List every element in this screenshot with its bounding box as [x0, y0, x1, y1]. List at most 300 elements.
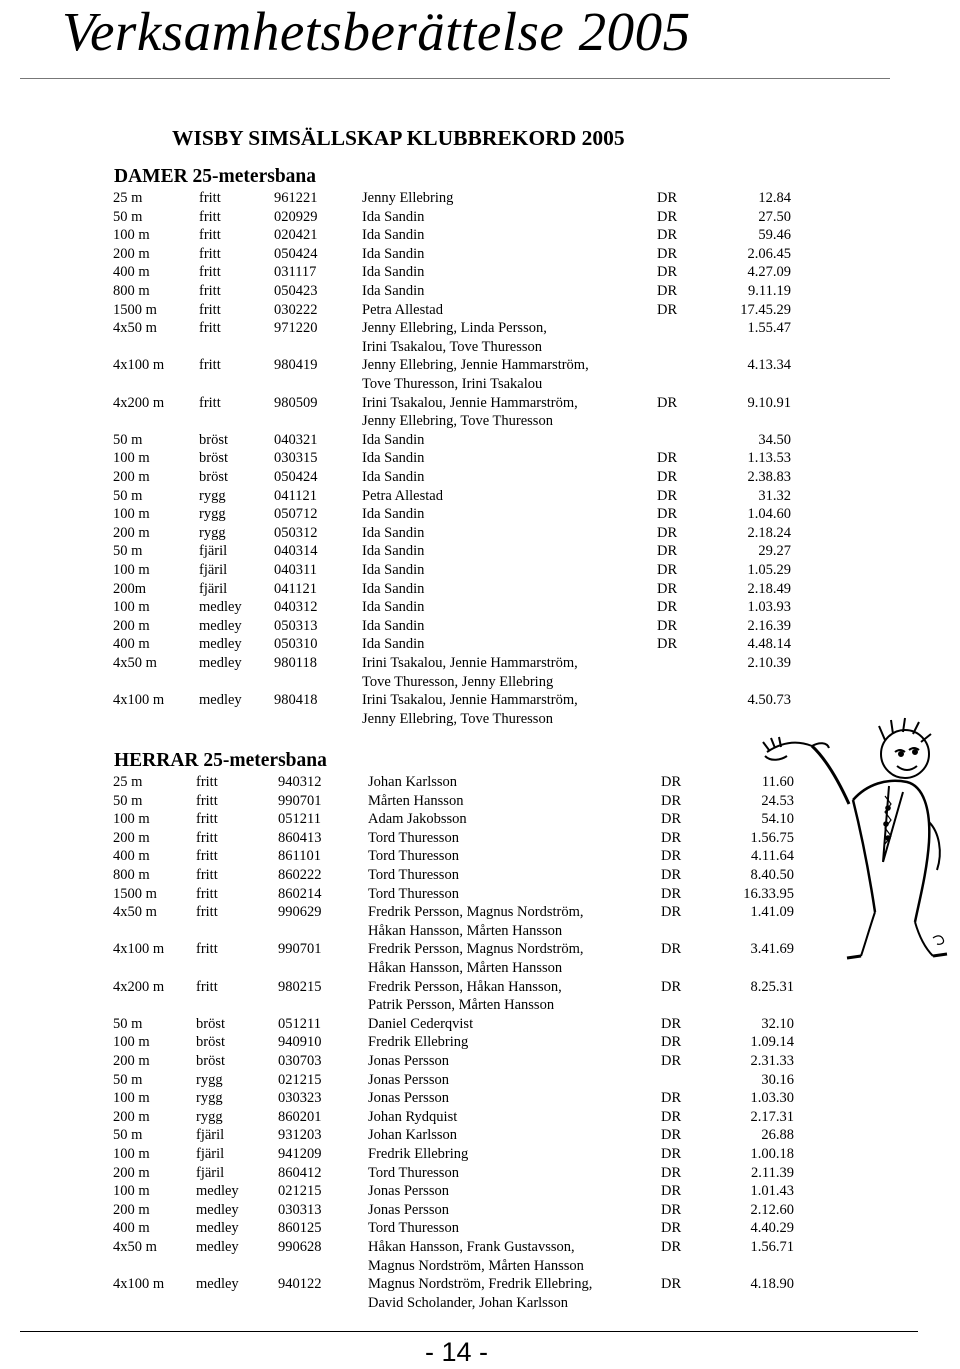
- record-time: 29.27: [758, 543, 791, 560]
- record-date: 051211: [278, 811, 321, 828]
- record-dr-mark: DR: [661, 848, 682, 865]
- record-distance: 4x200 m: [113, 978, 165, 995]
- record-dr-mark: DR: [661, 1108, 682, 1125]
- record-row: [0, 978, 800, 1014]
- record-date: 990629: [278, 904, 322, 921]
- record-dr-mark: DR: [661, 867, 682, 883]
- record-date: 941209: [278, 1146, 322, 1162]
- record-distance: 4x50 m: [113, 320, 157, 337]
- record-date: 860222: [278, 867, 322, 883]
- record-distance: 25 m: [113, 774, 143, 790]
- record-stroke: medley: [199, 599, 242, 616]
- record-time: 34.50: [758, 431, 791, 448]
- record-stroke: fritt: [199, 190, 221, 206]
- record-date: 050712: [274, 506, 318, 523]
- record-date: 980118: [274, 655, 317, 671]
- record-date: 990628: [278, 1239, 322, 1255]
- record-time: 1.05.29: [747, 562, 791, 578]
- record-row: [0, 524, 800, 543]
- record-time: 3.41.69: [750, 941, 794, 958]
- record-row: [0, 635, 800, 654]
- record-time: 2.10.39: [747, 655, 791, 671]
- record-date: 971220: [274, 320, 318, 337]
- record-stroke: medley: [196, 1201, 239, 1218]
- record-date: 050312: [274, 524, 318, 541]
- record-dr-mark: DR: [657, 599, 678, 616]
- record-stroke: fritt: [199, 264, 221, 281]
- record-stroke: fjäril: [199, 543, 228, 560]
- record-time: 1.41.09: [750, 904, 794, 921]
- record-holder: Tord Thuresson: [368, 885, 459, 902]
- record-row: [0, 810, 800, 829]
- record-holder-continued: Irini Tsakalou, Tove Thuresson: [362, 338, 543, 355]
- record-holder: Jenny Ellebring, Jennie Hammarström,: [362, 357, 589, 374]
- record-distance: 50 m: [113, 792, 143, 809]
- record-row: [0, 449, 800, 468]
- record-holder: Ida Sandin: [362, 245, 425, 262]
- record-stroke: fritt: [196, 792, 218, 809]
- record-distance: 400 m: [113, 848, 150, 865]
- record-date: 041121: [274, 487, 317, 504]
- record-row: [0, 282, 800, 301]
- record-time: 4.48.14: [747, 636, 791, 653]
- record-holder-continued: Håkan Hansson, Mårten Hansson: [368, 959, 563, 976]
- record-row: [0, 654, 800, 690]
- record-time: 2.31.33: [750, 1053, 794, 1069]
- record-holder: Jenny Ellebring: [362, 190, 454, 206]
- record-holder: Fredrik Persson, Magnus Nordström,: [368, 941, 584, 958]
- record-row: [0, 263, 800, 282]
- record-date: 980419: [274, 357, 318, 374]
- record-row: [0, 1238, 800, 1274]
- record-holder: Irini Tsakalou, Jennie Hammarström,: [362, 655, 578, 671]
- record-distance: 200 m: [113, 617, 150, 634]
- record-holder: Mårten Hansson: [368, 792, 464, 809]
- record-date: 860412: [278, 1164, 322, 1181]
- records-heading: WISBY SIMSÄLLSKAP KLUBBREKORD 2005: [172, 126, 625, 150]
- record-stroke: rygg: [199, 487, 226, 504]
- record-time: 1.55.47: [747, 320, 791, 337]
- record-date: 031117: [274, 264, 317, 281]
- record-holder: Ida Sandin: [362, 562, 425, 578]
- record-row: [0, 301, 800, 320]
- record-distance: 4x200 m: [113, 394, 165, 411]
- record-date: 040314: [274, 543, 318, 560]
- record-distance: 400 m: [113, 1220, 150, 1237]
- record-time: 8.40.50: [750, 867, 794, 883]
- record-holder: Håkan Hansson, Frank Gustavsson,: [368, 1239, 575, 1255]
- record-time: 16.33.95: [743, 885, 794, 902]
- record-date: 050424: [274, 245, 318, 262]
- record-time: 17.45.29: [740, 301, 791, 318]
- record-row: [0, 1164, 800, 1183]
- record-row: [0, 356, 800, 392]
- record-row: [0, 431, 800, 450]
- record-distance: 200 m: [113, 524, 150, 541]
- record-stroke: fjäril: [196, 1127, 225, 1144]
- record-stroke: fritt: [199, 357, 221, 374]
- record-stroke: fjäril: [196, 1146, 225, 1162]
- record-stroke: bröst: [196, 1034, 225, 1051]
- record-date: 860201: [278, 1108, 322, 1125]
- record-stroke: fritt: [196, 774, 218, 790]
- record-row: [0, 1219, 800, 1238]
- record-distance: 4x50 m: [113, 904, 157, 921]
- record-holder: Jonas Persson: [368, 1183, 449, 1200]
- herrar-section-heading: HERRAR 25-metersbana: [114, 750, 327, 771]
- record-dr-mark: DR: [657, 264, 678, 281]
- record-row: [0, 394, 800, 430]
- record-row: [0, 319, 800, 355]
- record-holder-continued: Tove Thuresson, Irini Tsakalou: [362, 375, 543, 392]
- record-stroke: fjäril: [199, 580, 228, 597]
- record-time: 1.03.93: [747, 599, 791, 616]
- record-holder-continued: Jenny Ellebring, Tove Thuresson: [362, 710, 553, 727]
- record-holder: Tord Thuresson: [368, 867, 459, 883]
- record-dr-mark: DR: [657, 636, 678, 653]
- record-row: [0, 617, 800, 636]
- page-number: - 14 -: [425, 1337, 489, 1367]
- record-dr-mark: DR: [661, 1146, 682, 1162]
- record-date: 021215: [278, 1071, 322, 1088]
- record-distance: 50 m: [113, 1071, 143, 1088]
- record-holder-continued: David Scholander, Johan Karlsson: [368, 1294, 568, 1311]
- record-holder: Jonas Persson: [368, 1090, 449, 1107]
- record-dr-mark: DR: [661, 1015, 682, 1032]
- record-stroke: fritt: [199, 227, 221, 244]
- record-dr-mark: DR: [661, 1239, 682, 1255]
- record-holder: Johan Karlsson: [368, 774, 458, 790]
- record-distance: 200 m: [113, 469, 150, 485]
- record-row: [0, 598, 800, 617]
- record-date: 980215: [278, 978, 322, 995]
- record-holder: Irini Tsakalou, Jennie Hammarström,: [362, 394, 578, 411]
- record-row: [0, 1275, 800, 1311]
- record-row: [0, 1145, 800, 1164]
- record-dr-mark: DR: [661, 978, 682, 995]
- record-date: 980509: [274, 394, 318, 411]
- record-time: 2.18.24: [747, 524, 791, 541]
- record-holder-continued: Magnus Nordström, Mårten Hansson: [368, 1257, 584, 1274]
- record-holder-continued: Tove Thuresson, Jenny Ellebring: [362, 673, 554, 690]
- record-date: 980418: [274, 692, 318, 709]
- record-row: [0, 1108, 800, 1127]
- record-time: 2.18.49: [747, 580, 791, 597]
- record-distance: 100 m: [113, 227, 150, 244]
- record-row: [0, 940, 800, 976]
- record-holder: Jonas Persson: [368, 1201, 449, 1218]
- record-row: [0, 189, 800, 208]
- record-time: 1.01.43: [750, 1183, 794, 1200]
- record-holder: Ida Sandin: [362, 208, 425, 225]
- record-holder: Ida Sandin: [362, 283, 425, 299]
- record-time: 4.13.34: [747, 357, 791, 374]
- record-time: 2.11.39: [751, 1164, 794, 1181]
- record-date: 021215: [278, 1183, 322, 1200]
- record-holder: Daniel Cederqvist: [368, 1015, 474, 1032]
- record-holder: Fredrik Ellebring: [368, 1034, 469, 1051]
- record-stroke: fjäril: [199, 562, 228, 578]
- record-dr-mark: DR: [661, 1183, 682, 1200]
- record-time: 4.27.09: [747, 264, 791, 281]
- record-distance: 200 m: [113, 1164, 150, 1181]
- record-distance: 200m: [113, 580, 147, 597]
- record-dr-mark: DR: [661, 1201, 682, 1218]
- record-distance: 50 m: [113, 1127, 143, 1144]
- record-stroke: fritt: [196, 829, 218, 846]
- record-dr-mark: DR: [657, 562, 678, 578]
- record-distance: 200 m: [113, 1108, 150, 1125]
- record-row: [0, 792, 800, 811]
- damer-section-heading: DAMER 25-metersbana: [114, 166, 317, 187]
- record-row: [0, 1052, 800, 1071]
- record-distance: 100 m: [113, 1146, 150, 1162]
- record-dr-mark: DR: [657, 208, 678, 225]
- record-distance: 100 m: [113, 811, 150, 828]
- record-dr-mark: DR: [657, 283, 678, 299]
- record-distance: 100 m: [113, 1090, 150, 1107]
- record-date: 940312: [278, 774, 322, 790]
- record-date: 940122: [278, 1276, 322, 1293]
- record-holder: Ida Sandin: [362, 227, 425, 244]
- record-dr-mark: DR: [657, 506, 678, 523]
- record-time: 24.53: [761, 792, 794, 809]
- record-distance: 400 m: [113, 264, 150, 281]
- record-row: [0, 885, 800, 904]
- record-date: 040311: [274, 562, 317, 578]
- record-date: 041121: [274, 580, 317, 597]
- record-stroke: bröst: [199, 469, 228, 485]
- record-date: 050424: [274, 469, 318, 485]
- record-row: [0, 468, 800, 487]
- record-distance: 100 m: [113, 506, 150, 523]
- record-date: 030323: [278, 1090, 322, 1107]
- record-dr-mark: DR: [657, 245, 678, 262]
- record-time: 30.16: [761, 1071, 794, 1088]
- record-stroke: fritt: [196, 941, 218, 958]
- record-holder: Ida Sandin: [362, 450, 425, 467]
- record-distance: 400 m: [113, 636, 150, 653]
- record-dr-mark: DR: [657, 543, 678, 560]
- record-row: [0, 542, 800, 561]
- record-stroke: medley: [196, 1220, 239, 1237]
- record-holder: Johan Rydquist: [368, 1108, 458, 1125]
- record-distance: 50 m: [113, 543, 143, 560]
- record-stroke: fritt: [199, 208, 221, 225]
- record-distance: 100 m: [113, 1034, 150, 1051]
- record-time: 8.25.31: [750, 978, 794, 995]
- record-distance: 1500 m: [113, 301, 157, 318]
- record-distance: 25 m: [113, 190, 143, 206]
- record-distance: 800 m: [113, 867, 150, 883]
- record-stroke: fritt: [199, 301, 221, 318]
- record-distance: 4x100 m: [113, 357, 165, 374]
- record-dr-mark: DR: [661, 1164, 682, 1181]
- record-dr-mark: DR: [661, 1127, 682, 1144]
- record-stroke: fritt: [196, 867, 218, 883]
- record-holder: Ida Sandin: [362, 636, 425, 653]
- record-dr-mark: DR: [661, 774, 682, 790]
- record-holder: Ida Sandin: [362, 599, 425, 616]
- record-stroke: rygg: [196, 1071, 223, 1088]
- record-date: 860413: [278, 829, 322, 846]
- record-holder: Tord Thuresson: [368, 829, 459, 846]
- record-distance: 4x50 m: [113, 1239, 157, 1255]
- cartoon-swimmer-icon: [757, 712, 957, 962]
- record-date: 020929: [274, 208, 318, 225]
- record-holder: Jenny Ellebring, Linda Persson,: [362, 320, 547, 337]
- record-time: 54.10: [761, 811, 794, 828]
- record-holder: Ida Sandin: [362, 524, 425, 541]
- record-holder: Petra Allestad: [362, 301, 443, 318]
- record-stroke: fritt: [199, 245, 221, 262]
- record-stroke: medley: [199, 692, 242, 709]
- record-holder: Fredrik Persson, Håkan Hansson,: [368, 978, 562, 995]
- record-holder: Ida Sandin: [362, 431, 425, 448]
- record-row: [0, 1089, 800, 1108]
- record-distance: 50 m: [113, 208, 143, 225]
- record-dr-mark: DR: [657, 301, 678, 318]
- record-row: [0, 245, 800, 264]
- record-stroke: fritt: [199, 394, 221, 411]
- record-stroke: rygg: [196, 1090, 223, 1107]
- record-holder-continued: Jenny Ellebring, Tove Thuresson: [362, 413, 553, 430]
- record-distance: 50 m: [113, 431, 143, 448]
- record-stroke: fritt: [196, 978, 218, 995]
- record-time: 26.88: [761, 1127, 794, 1144]
- record-row: [0, 1033, 800, 1052]
- record-dr-mark: DR: [661, 1220, 682, 1237]
- record-holder: Ida Sandin: [362, 506, 425, 523]
- record-date: 050313: [274, 617, 318, 634]
- record-row: [0, 226, 800, 245]
- record-dr-mark: DR: [657, 227, 678, 244]
- record-distance: 200 m: [113, 1053, 150, 1069]
- record-dr-mark: DR: [661, 811, 682, 828]
- record-holder: Ida Sandin: [362, 264, 425, 281]
- record-time: 1.56.71: [750, 1239, 794, 1255]
- record-distance: 200 m: [113, 829, 150, 846]
- record-time: 2.12.60: [750, 1201, 794, 1218]
- record-holder: Ida Sandin: [362, 469, 425, 485]
- record-date: 860125: [278, 1220, 322, 1237]
- record-time: 11.60: [761, 774, 794, 790]
- record-dr-mark: DR: [661, 904, 682, 921]
- record-stroke: rygg: [196, 1108, 223, 1125]
- record-stroke: bröst: [196, 1053, 225, 1069]
- record-row: [0, 561, 800, 580]
- record-row: [0, 505, 800, 524]
- record-holder: Tord Thuresson: [368, 1164, 459, 1181]
- record-stroke: medley: [199, 636, 242, 653]
- record-holder: Johan Karlsson: [368, 1127, 458, 1144]
- footer-divider: [20, 1331, 918, 1332]
- record-distance: 100 m: [113, 599, 150, 616]
- document-title: Verksamhetsberättelse 2005: [62, 1, 691, 62]
- record-time: 1.13.53: [747, 450, 791, 467]
- record-row: [0, 691, 800, 727]
- record-dr-mark: DR: [661, 885, 682, 902]
- record-row: [0, 829, 800, 848]
- record-stroke: medley: [196, 1183, 239, 1200]
- record-time: 9.11.19: [748, 283, 791, 299]
- record-stroke: rygg: [199, 506, 226, 523]
- record-stroke: bröst: [199, 450, 228, 467]
- record-row: [0, 580, 800, 599]
- record-holder: Irini Tsakalou, Jennie Hammarström,: [362, 692, 578, 709]
- record-dr-mark: DR: [657, 580, 678, 597]
- record-stroke: medley: [196, 1239, 239, 1255]
- record-distance: 4x50 m: [113, 655, 157, 671]
- record-time: 12.84: [758, 190, 791, 206]
- record-holder: Fredrik Persson, Magnus Nordström,: [368, 904, 584, 921]
- record-time: 1.00.18: [750, 1146, 794, 1162]
- record-distance: 4x100 m: [113, 1276, 165, 1293]
- record-date: 030703: [278, 1053, 322, 1069]
- record-dr-mark: DR: [661, 941, 682, 958]
- record-date: 990701: [278, 941, 322, 958]
- record-date: 030222: [274, 301, 318, 318]
- record-time: 27.50: [758, 208, 791, 225]
- record-holder: Tord Thuresson: [368, 848, 459, 865]
- record-date: 030313: [278, 1201, 322, 1218]
- record-date: 931203: [278, 1127, 322, 1144]
- record-dr-mark: DR: [657, 487, 678, 504]
- record-row: [0, 487, 800, 506]
- record-dr-mark: DR: [657, 394, 678, 411]
- record-row: [0, 1182, 800, 1201]
- record-time: 1.04.60: [747, 506, 791, 523]
- record-time: 1.03.30: [750, 1090, 794, 1107]
- record-holder: Adam Jakobsson: [368, 811, 467, 828]
- record-stroke: fritt: [196, 904, 218, 921]
- record-time: 32.10: [761, 1015, 794, 1032]
- record-holder: Jonas Persson: [368, 1053, 449, 1069]
- record-stroke: medley: [199, 617, 242, 634]
- record-row: [0, 1071, 800, 1090]
- record-row: [0, 847, 800, 866]
- record-distance: 100 m: [113, 562, 150, 578]
- record-dr-mark: DR: [657, 617, 678, 634]
- record-stroke: medley: [199, 655, 242, 671]
- record-holder: Ida Sandin: [362, 543, 425, 560]
- record-distance: 50 m: [113, 1015, 143, 1032]
- record-distance: 1500 m: [113, 885, 157, 902]
- record-holder: Ida Sandin: [362, 617, 425, 634]
- record-row: [0, 208, 800, 227]
- record-stroke: fritt: [196, 885, 218, 902]
- record-dr-mark: DR: [657, 469, 678, 485]
- record-holder-continued: Håkan Hansson, Mårten Hansson: [368, 922, 563, 939]
- record-distance: 4x100 m: [113, 692, 165, 709]
- record-row: [0, 1126, 800, 1145]
- record-stroke: medley: [196, 1276, 239, 1293]
- record-date: 990701: [278, 792, 322, 809]
- record-time: 9.10.91: [747, 394, 791, 411]
- record-stroke: fritt: [199, 320, 221, 337]
- record-holder: Magnus Nordström, Fredrik Ellebring,: [368, 1276, 593, 1293]
- record-row: [0, 866, 800, 885]
- record-distance: 100 m: [113, 450, 150, 467]
- record-distance: 800 m: [113, 283, 150, 299]
- record-date: 940910: [278, 1034, 322, 1051]
- record-stroke: fritt: [196, 811, 218, 828]
- record-holder-continued: Patrik Persson, Mårten Hansson: [368, 997, 555, 1014]
- record-dr-mark: DR: [661, 1034, 682, 1051]
- record-date: 040321: [274, 431, 318, 448]
- record-row: [0, 773, 800, 792]
- record-date: 050423: [274, 283, 318, 299]
